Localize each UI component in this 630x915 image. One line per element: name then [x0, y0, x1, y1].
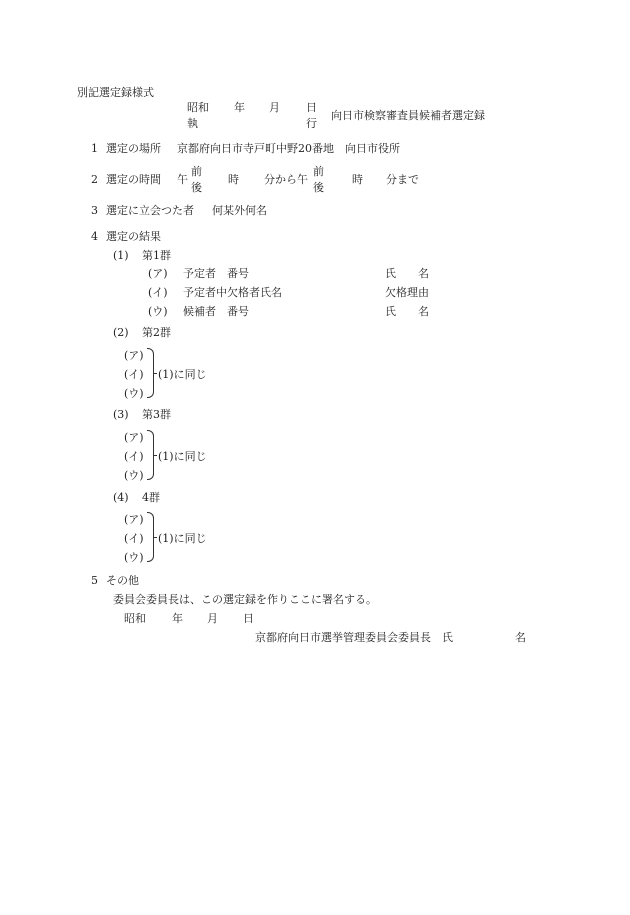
group-1-row-right: 氏 名: [385, 267, 429, 280]
item-3-value: 何某外何名: [212, 204, 267, 217]
document-title: 向日市検察審査員候補者選定録: [331, 109, 485, 122]
item-5-number: 5: [91, 574, 98, 587]
group-2-name: 第2群: [142, 326, 171, 339]
item-4-number: 4: [91, 230, 98, 243]
group-4-mark: (イ): [124, 532, 144, 545]
group-3-mark: (イ): [124, 450, 144, 463]
item-5-label: その他: [106, 574, 139, 587]
group-1-row-label: 予定者中欠格者氏名: [183, 286, 282, 299]
group-2-same-note: (1)に同じ: [158, 368, 207, 381]
group-1-row-label: 予定者 番号: [183, 267, 249, 280]
group-2-mark: (イ): [124, 368, 144, 381]
group-2-mark: (ウ): [124, 387, 144, 400]
item-2-hour2: 時: [352, 173, 363, 186]
form-title: 別記選定録様式: [77, 86, 154, 99]
group-4-number: (4): [113, 491, 129, 504]
group-3-name: 第3群: [142, 408, 171, 421]
item-1-number: 1: [91, 142, 98, 155]
item-1-value: 京都府向日市寺戸町中野20番地 向日市役所: [177, 142, 400, 155]
header-day: 日: [306, 101, 317, 114]
item-5-statement: 委員会委員長は、この選定録を作りここに署名する。: [113, 593, 377, 606]
group-2-mark: (ア): [124, 349, 144, 362]
group-1-row-mark: (ウ): [148, 305, 168, 318]
group-1-row-mark: (ア): [148, 267, 168, 280]
item-3-number: 3: [91, 204, 98, 217]
group-3-number: (3): [113, 408, 129, 421]
item-4-label: 選定の結果: [106, 230, 161, 243]
signature-date-year: 年: [172, 612, 183, 625]
item-3-label: 選定に立会つた者: [106, 204, 194, 217]
signer-title: 京都府向日市選挙管理委員会委員長 氏: [255, 631, 453, 644]
group-1-row-mark: (イ): [148, 286, 168, 299]
header-era: 昭和: [187, 101, 209, 114]
group-3-mark: (ウ): [124, 469, 144, 482]
group-4-brace: [147, 512, 154, 562]
group-2-number: (2): [113, 326, 129, 339]
item-2-hour1: 時: [228, 173, 239, 186]
group-3-mark: (ア): [124, 431, 144, 444]
group-1-row-right: 欠格理由: [385, 286, 429, 299]
item-1-label: 選定の場所: [106, 142, 161, 155]
signer-name-suffix: 名: [515, 631, 526, 644]
group-4-name: 4群: [142, 491, 160, 504]
group-4-mark: (ウ): [124, 551, 144, 564]
signature-date-month: 月: [207, 612, 218, 625]
group-2-brace: [147, 348, 154, 398]
item-2-min-to: 分まで: [386, 173, 419, 186]
header-month: 月: [269, 101, 280, 114]
item-2-gozen: 午: [177, 173, 188, 186]
item-2-ampm2-bottom: 後: [313, 181, 324, 194]
group-1-number: (1): [113, 249, 129, 262]
signature-date-day: 日: [243, 612, 254, 625]
header-exec: 執: [187, 117, 198, 130]
group-1-row-right: 氏 名: [385, 305, 429, 318]
item-2-min-from: 分から午: [264, 173, 308, 186]
item-2-ampm2-top: 前: [313, 165, 324, 178]
item-2-number: 2: [91, 173, 98, 186]
group-3-same-note: (1)に同じ: [158, 450, 207, 463]
item-2-label: 選定の時間: [106, 173, 161, 186]
group-3-brace: [147, 430, 154, 480]
item-2-ampm1-bottom: 後: [191, 181, 202, 194]
header-year: 年: [234, 101, 245, 114]
group-1-name: 第1群: [142, 249, 171, 262]
signature-date-era: 昭和: [124, 612, 146, 625]
group-4-same-note: (1)に同じ: [158, 532, 207, 545]
header-line: 行: [306, 117, 317, 130]
item-2-ampm1-top: 前: [191, 165, 202, 178]
group-1-row-label: 候補者 番号: [183, 305, 249, 318]
group-4-mark: (ア): [124, 513, 144, 526]
